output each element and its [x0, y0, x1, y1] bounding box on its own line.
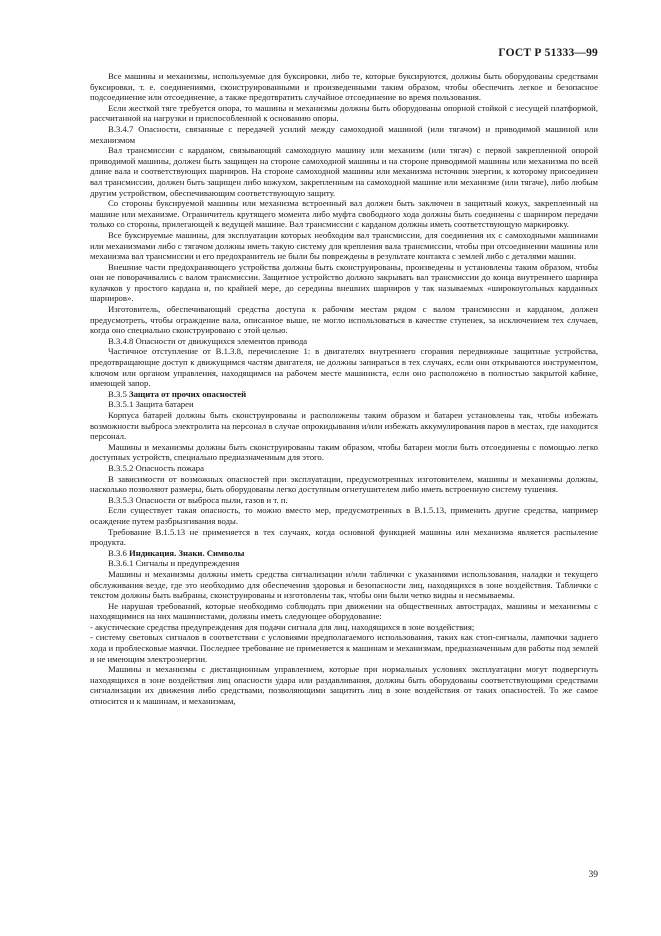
section-title: Индикация. Знаки. Символы [129, 547, 245, 558]
paragraph: Если жесткой тяге требуется опора, то машины и механизмы должны быть оборудованы опорной стойкой с несущей платформой, рассчитанной на нагрузки и приспособленной к основанию опоры. [90, 102, 598, 124]
section-number: В.3.5 [108, 388, 127, 399]
paragraph: Все буксируемые машины, для эксплуатации которых необходим вал трансмиссии, для соединения их с самоходными машинами или механизмами либо с тягачом должны иметь такую систему для крепления вала трансмиссии, чтобы при отсоединении машины или механизма вал трансмиссии и его предохранитель не были бы повреждены в результате контакта с землей либо с деталями машин. [90, 229, 598, 262]
section-heading [90, 548, 598, 559]
standard-header: ГОСТ Р 51333—99 [498, 47, 598, 59]
section-heading [90, 389, 598, 400]
paragraph: Если существует такая опасность, то можно вместо мер, предусмотренных в В.1.5.13, применить другие средства, например осаждение путем разбрызгивания воды. [90, 505, 598, 526]
section-title: Защита от прочих опасностей [129, 388, 247, 399]
paragraph: Все машины и механизмы, используемые для буксировки, либо те, которые буксируются, должны быть оборудованы средствами буксировки, т. е. соединениями, сконструированными и произведенными таким образом, чтобы обеспечить легкое и безопасное подсоединение или отсоединение, а также предотвратить случайное отсоединение во время пользования. [90, 71, 598, 103]
paragraph: Внешние части предохраняющего устройства должны быть сконструированы, произведены и установлены таким образом, чтобы они не поворачивались с валом трансмиссии. Защитное устройство должно закрывать вал трансмиссии до конца внутреннего шарнира кулачков у простого кардана и, по крайней мере, до середины внешних шарниров у так называемых «широкоугольных карданных шарниров». [90, 261, 598, 304]
paragraph: Не нарушая требований, которые необходимо соблюдать при движении на общественных автострадах, машины и механизмы с находящимися на них машинистами, должны иметь следующее оборудование: [90, 600, 598, 622]
page-number: 39 [588, 870, 598, 880]
paragraph: Вал трансмиссии с карданом, связывающий самоходную машину или механизм (или тягач) с первой закрепленной опорой приводимой машины, должен быть защищен на стороне самоходной машины и на стороне приводимой машины или механизма по всей длине вала и соответствующих шарниров. На стороне самоходной машины или механизма источник энергии, к которому присоединен вал трансмиссии, должен быть защищен либо кожухом, закрепленным на самоходной машине или механизме (или тягаче), либо любым другим устройством, обеспечивающим соответствующую защиту. [90, 145, 598, 198]
paragraph: Требование В.1.5.13 не применяется в тех случаях, когда основной функцией машины или механизма является распыление продукта. [90, 526, 598, 548]
paragraph: В.3.5.1 Защита батареи [108, 399, 194, 410]
paragraph: Частичное отступление от В.1.3.8, перечисление 1: в двигателях внутреннего сгорания передвижные защитные устройства, предотвращающие доступ к движущимся частям двигателя, не должны запираться в тех случаях, если они открываются инструментом, ключом или органом управления, находящимся на рабочем месте машиниста, если оно расположено в полностью закрытой кабине, имеющей запор. [90, 346, 598, 389]
paragraph: Изготовитель, обеспечивающий средства доступа к рабочим местам рядом с валом трансмиссии и карданом, должен предусмотреть, чтобы ограждение вала, описанное выше, не могло использоваться в качестве ступенек, за исключением тех случаев, когда оно специально сконструировано с этой целью. [90, 304, 598, 336]
paragraph: Со стороны буксируемой машины или механизма встроенный вал должен быть заключен в защитный кожух, закрепленный на машине или механизме. Ограничитель крутящего момента либо муфта свободного хода должны быть соединены с шарниром передачи только со стороны, прилегающей к ведущей машине. Вал трансмиссии с карданом должны иметь соответствующую маркировку. [90, 198, 598, 230]
list-item: - систему световых сигналов в соответствии с условиями предполагаемого использования, таких как стоп-сигналы, лампочки заднего хода и проблесковые маячки. Последнее требование не применяется к машинам и механизмам, предназначенным для работы под землей и не имеющим электроэнергии. [90, 632, 598, 664]
paragraph: В.3.5.3 Опасности от выброса пыли, газов и т. п. [108, 494, 288, 505]
section-number: В.3.6 [108, 547, 127, 558]
paragraph: Корпуса батарей должны быть сконструированы и расположены таким образом и батареи установлены так, чтобы избежать возможности выброса электролита на персонал в случае опрокидывания и/или избежать аккумулирования паров в местах, где находится персонал. [90, 410, 598, 442]
paragraph: В.3.6.1 Сигналы и предупреждения [108, 558, 240, 569]
paragraph: Машины и механизмы с дистанционным управлением, которые при нормальных условиях эксплуатации могут подвергнуть находящихся в зоне воздействия лиц опасности удара или раздавливания, должны быть оборудованы соответствующими средствами сигнализации их движения либо средствами, позволяющими защитить лиц в зоне воздействия от таких опасностей. То же самое относится и к машинам, и механизмам, [90, 664, 598, 707]
document-body [90, 71, 598, 707]
paragraph: В.3.4.7 Опасности, связанные с передачей усилий между самоходной машиной (или тягачом) и приводимой машиной или механизмом [90, 123, 598, 145]
list-item: - акустические средства предупреждения для подачи сигнала для лиц, находящихся в зоне воздействия; [90, 621, 475, 632]
paragraph: Машины и механизмы должны иметь средства сигнализации и/или таблички с указаниями использования, наладки и текущего обслуживания везде, где это необходимо для обеспечения здоровья и безопасности лиц, находящихся в зоне воздействия. Таблички с текстом должны быть выбраны, сконструированы и изготовлены так, чтобы они были четко видны и несмываемы. [90, 568, 598, 601]
paragraph: Машины и механизмы должны быть сконструированы таким образом, чтобы батареи могли быть отсоединены с помощью легко доступных устройств, специально предназначенным для этого. [90, 441, 598, 463]
paragraph: В зависимости от возможных опасностей при эксплуатации, предусмотренных изготовителем, машины и механизмы должны, насколько позволяют размеры, быть оборудованы легко доступным огнетушителем либо иметь встроенную систему тушения. [90, 473, 598, 495]
paragraph: В.3.5.2 Опасность пожара [108, 462, 204, 473]
paragraph: В.3.4.8 Опасности от движущихся элементов привода [108, 335, 308, 346]
